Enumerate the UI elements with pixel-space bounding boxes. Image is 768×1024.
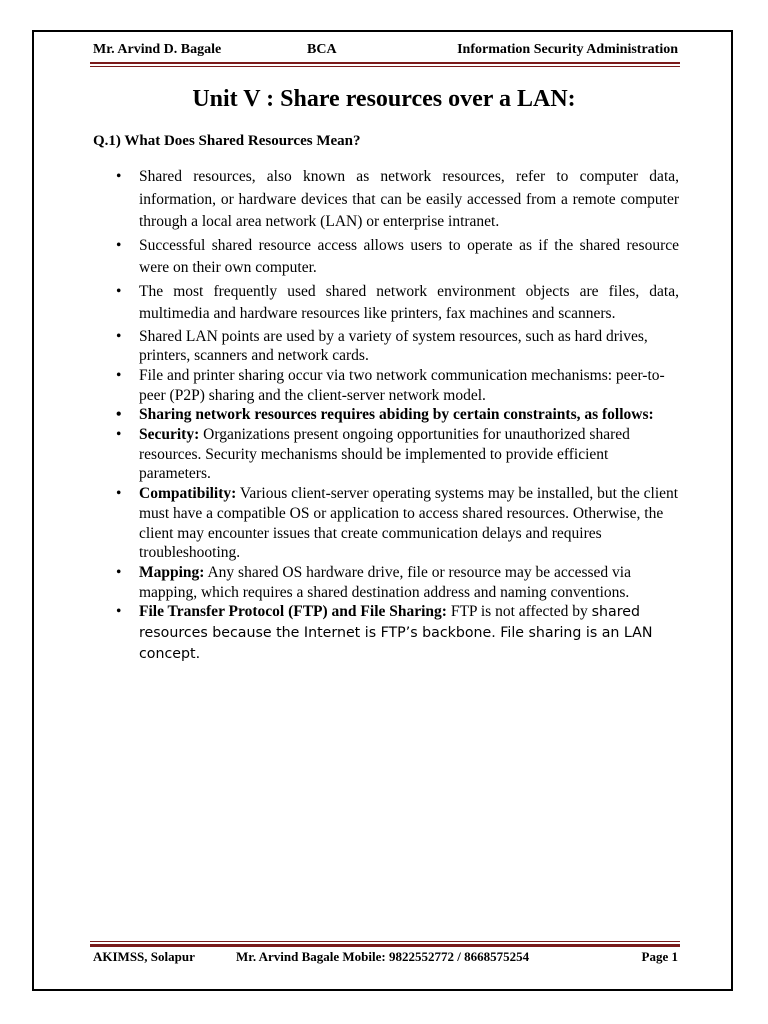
list-item bbox=[114, 366, 679, 405]
list-item bbox=[114, 166, 679, 234]
list-item bbox=[114, 327, 679, 366]
compatibility-text: Various client-server operating systems may be installed, but the client must have a compatible OS or application to access shared resources. Otherwise, the client may encounter issues that create communication delays and requires troubleshooting. bbox=[139, 485, 679, 562]
question-heading: Q.1) What Does Shared Resources Mean? bbox=[93, 133, 361, 149]
list-item bbox=[114, 425, 679, 484]
ftp-text: FTP is not affected by bbox=[446, 603, 592, 621]
mapping-label: Mapping: bbox=[139, 563, 205, 581]
page-header bbox=[93, 42, 678, 62]
page-footer bbox=[93, 949, 678, 969]
header-author: Mr. Arvind D. Bagale bbox=[93, 42, 222, 57]
list-item bbox=[114, 405, 679, 425]
list-item-text: Sharing network resources requires abiding by certain constraints, as follows: bbox=[139, 406, 654, 424]
security-text: Organizations present ongoing opportunities for unauthorized shared resources. Security mechanisms should be implemented to provide efficient parameters. bbox=[139, 426, 630, 483]
ftp-label: File Transfer Protocol (FTP) and File Sharing: bbox=[139, 603, 447, 621]
bullet-list bbox=[114, 166, 679, 664]
footer-rule-thin bbox=[90, 941, 680, 942]
list-item bbox=[114, 281, 679, 326]
header-rule-thin bbox=[90, 66, 680, 67]
list-item bbox=[114, 484, 679, 563]
list-item bbox=[114, 563, 679, 602]
footer-contact: Mr. Arvind Bagale Mobile: 9822552772 / 8668575254 bbox=[236, 949, 530, 964]
list-item-text: The most frequently used shared network environment objects are files, data, multimedia and hardware resources like printers, fax machines and scanners. bbox=[139, 282, 679, 322]
list-item-text: Successful shared resource access allows users to operate as if the shared resource were on their own computer. bbox=[139, 236, 679, 276]
security-label: Security: bbox=[139, 426, 200, 444]
list-item bbox=[114, 602, 679, 664]
compatibility-label: Compatibility: bbox=[139, 485, 237, 503]
header-subject: Information Security Administration bbox=[457, 42, 678, 57]
list-item-text: Shared LAN points are used by a variety of system resources, such as hard drives, printers, scanners and network cards. bbox=[139, 327, 648, 365]
ftp-text-continued: shared resources because the Internet is FTP’s backbone. File sharing is an LAN concept. bbox=[139, 604, 653, 662]
list-item-text: File and printer sharing occur via two network communication mechanisms: peer-to-peer (P2P) sharing and the client-server network model. bbox=[139, 366, 665, 404]
page-title: Unit V : Share resources over a LAN: bbox=[192, 86, 576, 112]
mapping-text: Any shared OS hardware drive, file or resource may be accessed via mapping, which requires a shared destination address and naming conventions. bbox=[139, 563, 631, 601]
footer-rule-thick bbox=[90, 944, 680, 947]
list-item-text: Shared resources, also known as network resources, refer to computer data, information, or hardware devices that can be easily accessed from a remote computer through a local area network (LAN) or enterprise intranet. bbox=[139, 168, 679, 230]
list-item bbox=[114, 235, 679, 280]
header-rule-thick bbox=[90, 62, 680, 64]
footer-institute: AKIMSS, Solapur bbox=[93, 949, 195, 964]
footer-page-number: Page 1 bbox=[641, 949, 678, 964]
header-course: BCA bbox=[307, 42, 337, 57]
